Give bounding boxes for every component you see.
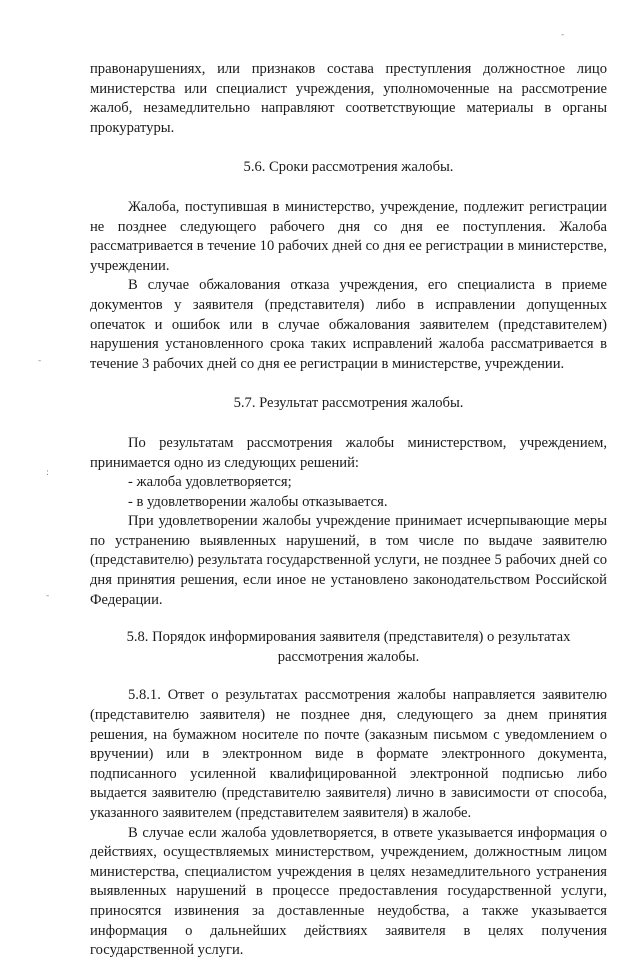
section-5-6-paragraph: В случае обжалования отказа учреждения, его специалиста в приеме документов у заявителя (представителя) либо в исправлении допущенных опечаток и ошибок или в случае обжалования заявителем (представителем) нарушения установленного срока таких исправлений жалоба рассматривается в течение 3 рабочих дней со дня ее регистрации в министерстве, учреждении. <box>90 277 607 372</box>
section-5-6-paragraph: Жалоба, поступившая в министерство, учреждение, подлежит регистрации не позднее следующего рабочего дня со дня ее поступления. Жалоба рассматривается в течение 10 рабочих дней со дня ее регистрации в министерстве, учреждении. <box>90 198 607 274</box>
section-5-8-heading-line1: 5.8. Порядок информирования заявителя (представителя) о результатах <box>126 629 571 646</box>
section-5-8-paragraph: В случае если жалоба удовлетворяется, в ответе указывается информация о действиях, осуществляемых министерством, учреждением, должностным лицом министерства, специалистом учреждения в целях незамедлительного устранения выявленных нарушений в процессе предоставления государственной услуги, приносятся извинения за доставленные неудобства, а также указывается информация о дальнейших действиях заявителя в целях получения государственной услуги. <box>90 824 607 959</box>
list-item: - жалоба удовлетворяется; <box>128 474 292 491</box>
top-paragraph: правонарушениях, или признаков состава преступления должностное лицо министерства или специалист учреждения, уполномоченные на рассмотрение жалоб, незамедлительно направляют соответствующие материалы в органы прокуратуры. <box>90 61 607 136</box>
section-5-7-intro: По результатам рассмотрения жалобы министерством, учреждением, принимается одно из следующих решений: <box>90 434 607 471</box>
section-5-8-paragraph: 5.8.1. Ответ о результатах рассмотрения жалобы направляется заявителю (представителю заявителя) не позднее дня, следующего за днем принятия решения, на бумажном носителе по почте (заказным письмом с уведомлением о вручении) или в электронном виде в формате электронного документа, подписанного усиленной квалифицированной электронной подписью либо выдается заявителю (представителю заявителя) лично в зависимости от способа, указанного заявителем (представителем заявителя) в жалобе. <box>90 687 607 821</box>
section-5-8-heading-line2: рассмотрения жалобы. <box>277 648 420 665</box>
section-5-6-heading: 5.6. Сроки рассмотрения жалобы. <box>243 159 454 176</box>
scan-mark: - <box>38 356 42 366</box>
scan-mark: - <box>561 30 565 40</box>
list-item: - в удовлетворении жалобы отказывается. <box>128 493 388 510</box>
scan-mark: : <box>46 468 50 478</box>
section-5-7-heading: 5.7. Результат рассмотрения жалобы. <box>233 395 464 412</box>
section-5-7-paragraph: При удовлетворении жалобы учреждение принимает исчерпывающие меры по устранению выявленных нарушений, в том числе по выдаче заявителю (представителю) результата государственной услуги, не позднее 5 рабочих дней со дня принятия решения, если иное не установлено законодательством Российской Федерации. <box>90 513 607 608</box>
scan-mark: - <box>46 591 50 601</box>
document-body <box>90 60 607 961</box>
